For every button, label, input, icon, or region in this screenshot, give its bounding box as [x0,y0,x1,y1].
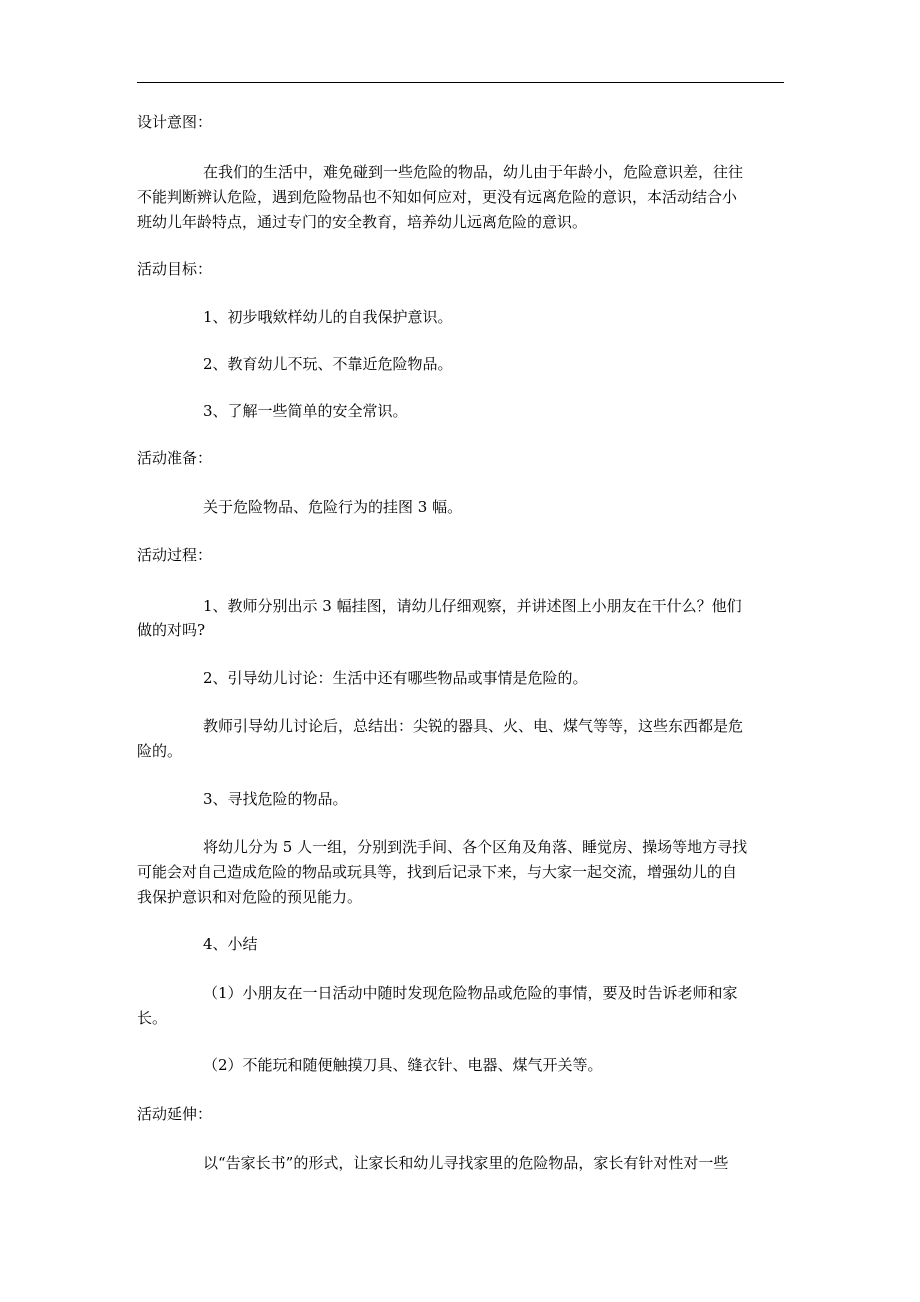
section-heading-design-intent: 设计意图： [137,113,213,131]
section-heading-preparation: 活动准备： [137,449,213,467]
paragraph-line: 班幼儿年龄特点，通过专门的安全教育，培养幼儿远离危险的意识。 [137,213,588,231]
paragraph-line: 可能会对自己造成危险的物品或玩具等，找到后记录下来，与大家一起交流，增强幼儿的自 [137,863,738,881]
paragraph-line: 1、教师分别出示 3 幅挂图，请幼儿仔细观察，并讲述图上小朋友在干什么？他们 [203,597,742,615]
section-heading-process: 活动过程： [137,546,213,564]
section-heading-goals: 活动目标： [137,260,213,278]
paragraph-line: 长。 [137,1009,168,1027]
paragraph-line: 2、引导幼儿讨论：生活中还有哪些物品或事情是危险的。 [203,669,588,687]
list-item-goal-2: 2、教育幼儿不玩、不靠近危险物品。 [203,355,453,373]
paragraph-line: 将幼儿分为 5 人一组，分别到洗手间、各个区角及角落、睡觉房、操场等地方寻找 [203,838,748,856]
paragraph-line: 险的。 [137,742,183,760]
paragraph-line: 不能判断辨认危险，遇到危险物品也不知如何应对，更没有远离危险的意识，本活动结合小 [137,188,738,206]
paragraph-line: 做的对吗? [137,621,206,639]
header-rule [137,82,784,83]
section-heading-extension: 活动延伸： [137,1105,213,1123]
list-item-goal-3: 3、了解一些简单的安全常识。 [203,402,408,420]
paragraph-line: （1）小朋友在一日活动中随时发现危险物品或危险的事情，要及时告诉老师和家 [203,984,738,1002]
paragraph-line: 在我们的生活中，难免碰到一些危险的物品，幼儿由于年龄小，危险意识差，往往 [203,163,744,181]
paragraph-line: 我保护意识和对危险的预见能力。 [137,888,363,906]
paragraph-line: 关于危险物品、危险行为的挂图 3 幅。 [203,498,463,516]
list-item-goal-1: 1、初步哦欸样幼儿的自我保护意识。 [203,308,453,326]
paragraph-line: 以“告家长书”的形式，让家长和幼儿寻找家里的危险物品，家长有针对性对一些 [203,1154,729,1172]
paragraph-line: 教师引导幼儿讨论后，总结出：尖锐的器具、火、电、煤气等等，这些东西都是危 [203,717,744,735]
paragraph-line: 4、小结 [203,935,258,953]
paragraph-line: 3、寻找危险的物品。 [203,790,348,808]
paragraph-line: （2）不能玩和随便触摸刀具、缝衣针、电器、煤气开关等。 [203,1056,603,1074]
